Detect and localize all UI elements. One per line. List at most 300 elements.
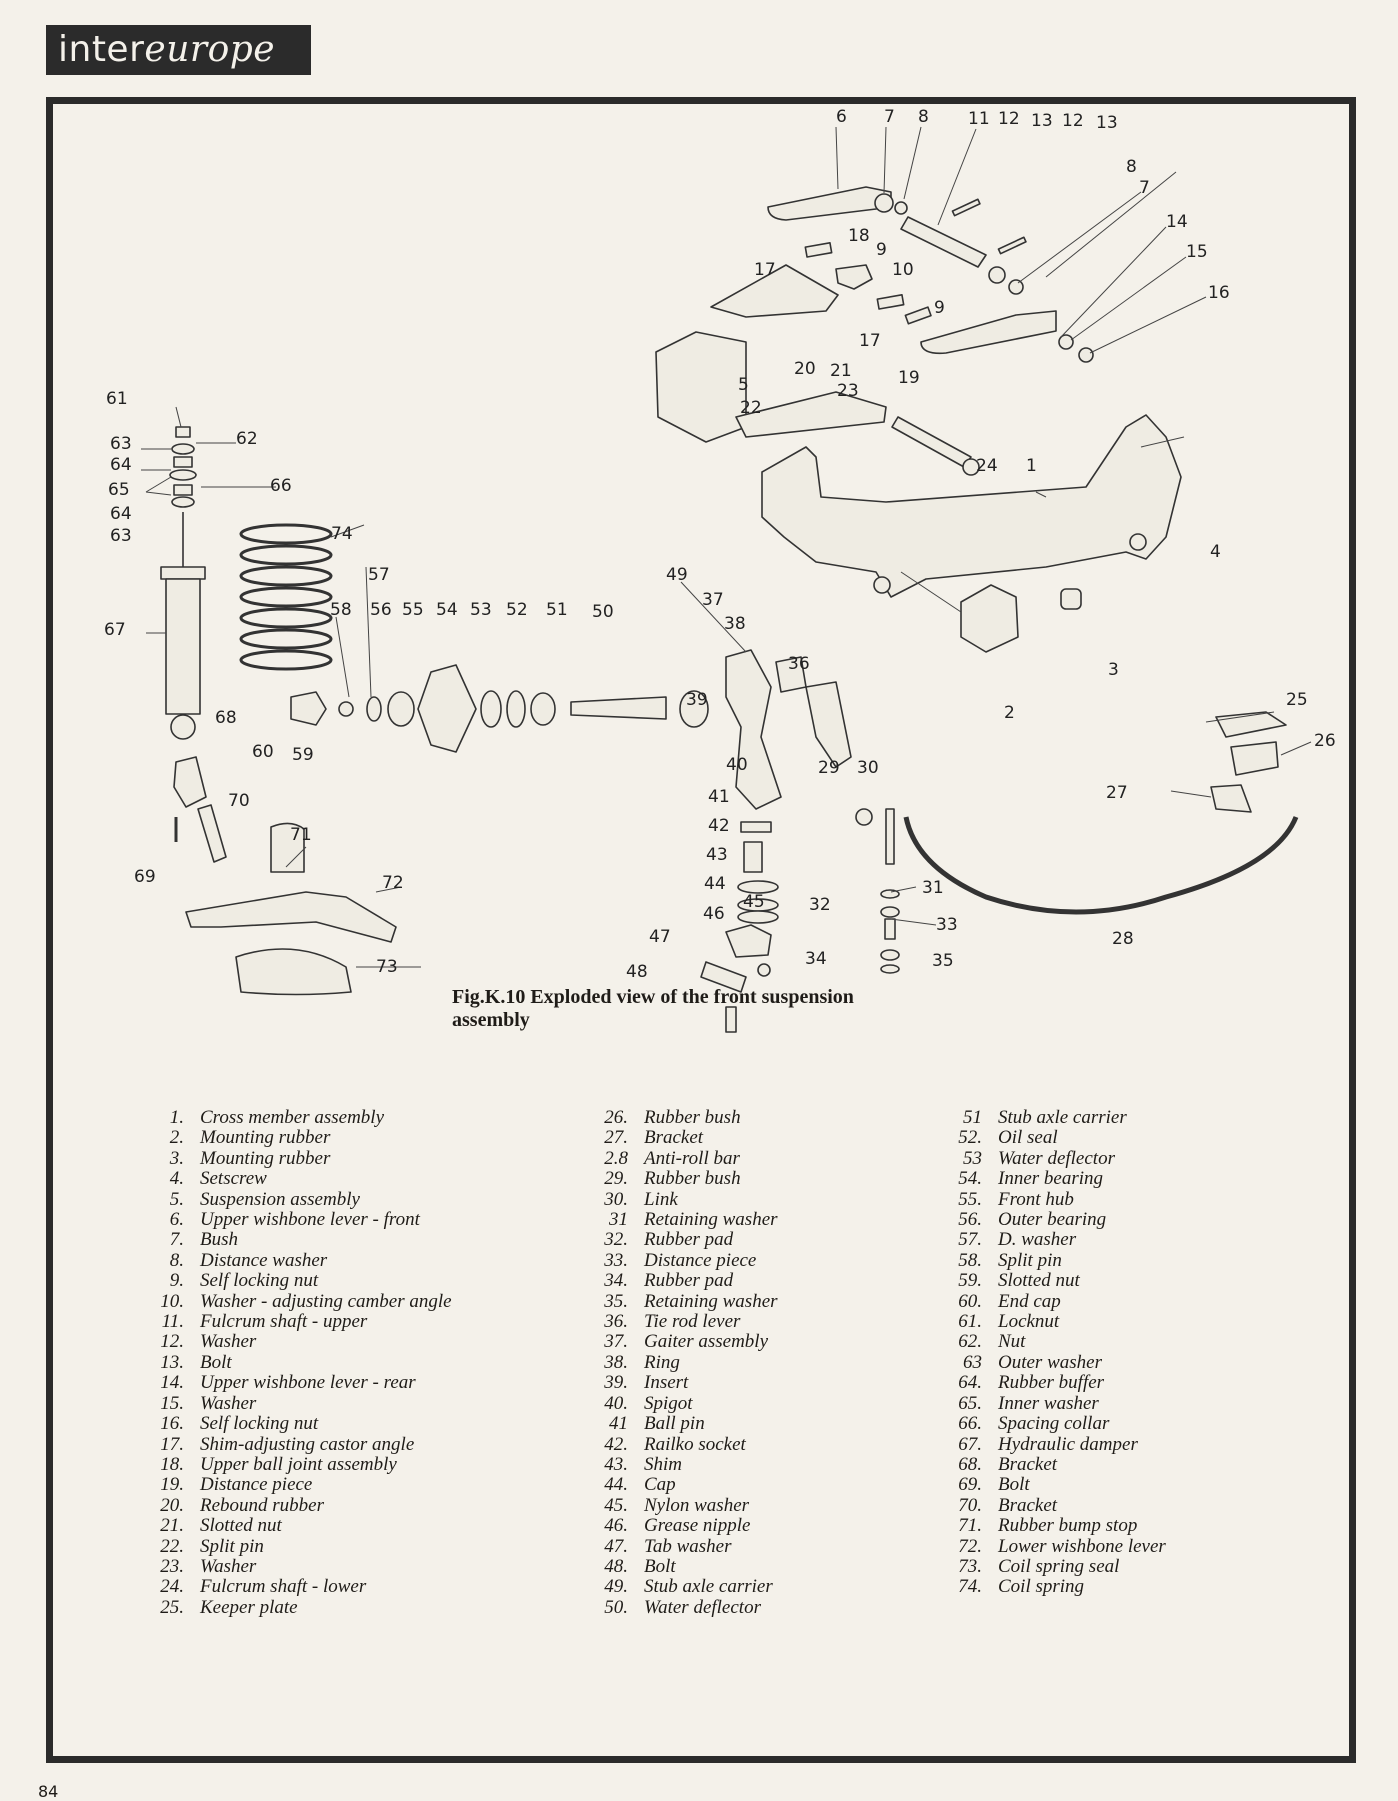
part-name: Rubber pad (644, 1229, 734, 1251)
part-number: 17. (160, 1433, 184, 1455)
part-number: 30. (604, 1188, 628, 1210)
part-name: Spacing collar (998, 1413, 1110, 1435)
parts-list-row (944, 1210, 1166, 1230)
parts-list-row (944, 1373, 1166, 1393)
bracket-27 (1211, 785, 1251, 812)
part-number: 74. (958, 1576, 982, 1598)
part-name: Bolt (998, 1474, 1030, 1496)
parts-list-row (146, 1312, 452, 1332)
shim-43b (738, 911, 778, 923)
figure-caption (452, 986, 872, 1032)
parts-list-row (944, 1292, 1166, 1312)
parts-list-row (944, 1230, 1166, 1250)
callout-c9a: 9 (876, 240, 887, 260)
part-name: Nut (998, 1331, 1026, 1353)
callout-c47: 47 (649, 927, 671, 947)
callout-c71: 71 (290, 825, 312, 845)
part-number: 48. (604, 1555, 628, 1577)
part-name: Distance piece (644, 1249, 757, 1271)
part-number: 54. (958, 1168, 982, 1190)
part-number: 37. (604, 1331, 628, 1353)
rubber-bush-26 (1231, 742, 1278, 775)
part-number: 57. (958, 1229, 982, 1251)
part-name: Self locking nut (200, 1413, 319, 1435)
part-name: Anti-roll bar (644, 1147, 740, 1169)
callout-c5: 5 (738, 375, 749, 395)
parts-list-row (590, 1475, 778, 1495)
coil-spring-seal-73 (236, 949, 351, 995)
part-name: Distance piece (200, 1474, 313, 1496)
outer-bearing-56 (388, 692, 414, 726)
grease-nipple-46 (758, 964, 770, 976)
part-number: 67. (958, 1433, 982, 1455)
parts-list-row (146, 1190, 452, 1210)
part-number: 43. (604, 1453, 628, 1475)
callout-c46: 46 (703, 904, 725, 924)
part-number: 66. (958, 1413, 982, 1435)
part-number: 4. (169, 1168, 184, 1190)
callout-c9b: 9 (934, 298, 945, 318)
part-number: 65. (958, 1392, 982, 1414)
callout-c58: 58 (330, 600, 352, 620)
part-name: Shim (644, 1453, 682, 1475)
callout-c68: 68 (215, 708, 237, 728)
part-name: Hydraulic damper (998, 1433, 1138, 1455)
part-name: Water deflector (998, 1147, 1115, 1169)
hydraulic-damper-67 (166, 579, 200, 714)
part-number: 44. (604, 1474, 628, 1496)
locknut-61 (176, 427, 190, 437)
part-number: 52. (958, 1127, 982, 1149)
rubber-bush-29 (856, 809, 872, 825)
part-number: 16. (160, 1413, 184, 1435)
inner-washer-65 (170, 470, 196, 480)
part-number: 36. (604, 1311, 628, 1333)
bolt-13b (998, 237, 1025, 253)
part-number: 25. (160, 1596, 184, 1618)
part-number: 32. (604, 1229, 628, 1251)
outer-washer-63b (172, 497, 194, 507)
lower-wishbone-72 (186, 892, 396, 942)
part-number: 38. (604, 1351, 628, 1373)
callout-c32: 32 (809, 895, 831, 915)
part-name: Washer (200, 1392, 257, 1414)
upper-ball-joint (836, 265, 872, 289)
parts-list-row (590, 1312, 778, 1332)
callout-c52: 52 (506, 600, 528, 620)
parts-list-row (590, 1598, 778, 1618)
part-number: 45. (604, 1494, 628, 1516)
part-number: 8. (169, 1249, 184, 1271)
outer-washer-63a (172, 444, 194, 454)
part-number: 73. (958, 1555, 982, 1577)
parts-list-row (590, 1435, 778, 1455)
part-name: Bush (200, 1229, 238, 1251)
part-number: 31 (609, 1209, 628, 1231)
part-number: 10. (160, 1290, 184, 1312)
part-name: Cap (644, 1474, 676, 1496)
callout-c56: 56 (370, 600, 392, 620)
parts-list-row (146, 1537, 452, 1557)
callout-c49: 49 (666, 565, 688, 585)
callout-c16: 16 (1208, 283, 1230, 303)
part-name: Inner bearing (998, 1168, 1104, 1190)
callout-c1: 1 (1026, 456, 1037, 476)
part-name: Stub axle carrier (644, 1576, 773, 1598)
part-name: Split pin (200, 1535, 264, 1557)
end-cap-60 (291, 692, 326, 725)
part-name: Railko socket (644, 1433, 746, 1455)
part-number: 13. (160, 1351, 184, 1373)
part-number: 71. (958, 1515, 982, 1537)
part-name: Ring (644, 1351, 680, 1373)
parts-list-column-3 (944, 1108, 1166, 1598)
cross-member-eye-right (1130, 534, 1146, 550)
distance-washer-8 (895, 202, 907, 214)
callout-c64a: 64 (110, 455, 132, 475)
washer-15b (1059, 335, 1073, 349)
parts-list-row (590, 1128, 778, 1148)
callout-c2: 2 (1004, 703, 1015, 723)
part-number: 5. (169, 1188, 184, 1210)
part-name: Slotted nut (998, 1270, 1080, 1292)
part-number: 19. (160, 1474, 184, 1496)
parts-list-row (944, 1455, 1166, 1475)
part-number: 56. (958, 1209, 982, 1231)
bush-7 (875, 194, 893, 212)
part-number: 11. (161, 1311, 184, 1333)
parts-list-row (590, 1455, 778, 1475)
part-name: Front hub (998, 1188, 1074, 1210)
part-name: Mounting rubber (200, 1147, 331, 1169)
part-number: 59. (958, 1270, 982, 1292)
parts-list-row (146, 1292, 452, 1312)
part-name: Split pin (998, 1249, 1062, 1271)
part-name: Inner washer (998, 1392, 1099, 1414)
part-number: 6. (169, 1209, 184, 1231)
cross-member (762, 415, 1181, 597)
part-name: Fulcrum shaft - lower (200, 1576, 367, 1598)
part-number: 63 (963, 1351, 982, 1373)
part-name: Washer - adjusting camber angle (200, 1290, 452, 1312)
part-name: Nylon washer (644, 1494, 750, 1516)
part-name: Mounting rubber (200, 1127, 331, 1149)
callout-c45: 45 (743, 892, 765, 912)
parts-list-row (590, 1271, 778, 1291)
stub-axle-51 (571, 697, 666, 719)
shim-17a (805, 243, 831, 257)
callout-c74: 74 (331, 524, 353, 544)
parts-list-row (590, 1373, 778, 1393)
callout-c72: 72 (382, 873, 404, 893)
damper-eye (171, 715, 195, 739)
callout-c20: 20 (794, 359, 816, 379)
part-number: 53 (963, 1147, 982, 1169)
callout-c10: 10 (892, 260, 914, 280)
part-name: Rubber bump stop (998, 1515, 1138, 1537)
part-number: 24. (160, 1576, 184, 1598)
parts-list-row (944, 1190, 1166, 1210)
part-name: Bracket (998, 1453, 1058, 1475)
spigot-40 (741, 822, 771, 832)
parts-list-row (944, 1169, 1166, 1189)
callout-c26: 26 (1314, 731, 1336, 751)
part-name: D. washer (998, 1229, 1077, 1251)
inner-bearing-54 (481, 691, 501, 727)
parts-list-row (944, 1557, 1166, 1577)
parts-list-row (590, 1353, 778, 1373)
parts-list-row (590, 1577, 778, 1597)
part-name: Upper wishbone lever - rear (200, 1372, 416, 1394)
parts-list-row (590, 1230, 778, 1250)
parts-list-row (146, 1394, 452, 1414)
washer-15 (1009, 280, 1023, 294)
part-number: 42. (604, 1433, 628, 1455)
self-locking-nut-16 (1079, 348, 1093, 362)
cross-member-eye-left (874, 577, 890, 593)
part-name: Locknut (998, 1311, 1060, 1333)
part-name: Grease nipple (644, 1515, 751, 1537)
callout-c36: 36 (788, 654, 810, 674)
callout-c41: 41 (708, 787, 730, 807)
parts-list-row (944, 1577, 1166, 1597)
parts-list-row (590, 1557, 778, 1577)
part-name: Tie rod lever (644, 1311, 741, 1333)
callout-c25: 25 (1286, 690, 1308, 710)
callout-c43: 43 (706, 845, 728, 865)
parts-list-row (590, 1169, 778, 1189)
callout-c12a: 12 (998, 109, 1020, 129)
callout-c18: 18 (848, 226, 870, 246)
part-name: Self locking nut (200, 1270, 319, 1292)
parts-list-row (590, 1149, 778, 1169)
parts-list-row (590, 1414, 778, 1434)
part-name: Rubber buffer (998, 1372, 1105, 1394)
callout-c27: 27 (1106, 783, 1128, 803)
parts-list-row (590, 1516, 778, 1536)
part-name: Outer washer (998, 1351, 1102, 1373)
rubber-buffer-64a (174, 457, 192, 467)
part-name: Suspension assembly (200, 1188, 360, 1210)
anti-roll-bar-28 (906, 817, 1296, 912)
callout-c17b: 17 (859, 331, 881, 351)
callout-c7b: 7 (1139, 178, 1150, 198)
parts-list-row (944, 1394, 1166, 1414)
parts-list-row (590, 1496, 778, 1516)
parts-list-column-1 (146, 1108, 452, 1618)
parts-list-row (146, 1414, 452, 1434)
part-number: 21. (160, 1515, 184, 1537)
part-number: 35. (604, 1290, 628, 1312)
callout-c6: 6 (836, 107, 847, 127)
callout-c73: 73 (376, 957, 398, 977)
parts-list-row (146, 1598, 452, 1618)
parts-list-row (146, 1210, 452, 1230)
part-name: Spigot (644, 1392, 693, 1414)
part-name: Washer (200, 1331, 257, 1353)
part-name: Lower wishbone lever (998, 1535, 1166, 1557)
part-name: Retaining washer (644, 1209, 778, 1231)
part-name: Bolt (644, 1555, 676, 1577)
parts-list-row (944, 1353, 1166, 1373)
callout-c33: 33 (936, 915, 958, 935)
parts-list-row (590, 1190, 778, 1210)
part-number: 40. (604, 1392, 628, 1414)
part-number: 3. (169, 1147, 184, 1169)
part-number: 58. (958, 1249, 982, 1271)
callout-c69: 69 (134, 867, 156, 887)
part-number: 14. (160, 1372, 184, 1394)
part-name: Cross member assembly (200, 1107, 385, 1128)
callout-c63a: 63 (110, 434, 132, 454)
callout-c30: 30 (857, 758, 879, 778)
callout-c70: 70 (228, 791, 250, 811)
parts-list-row (944, 1271, 1166, 1291)
callout-c22: 22 (740, 398, 762, 418)
parts-list-row (944, 1251, 1166, 1271)
callout-c3: 3 (1108, 660, 1119, 680)
part-number: 70. (958, 1494, 982, 1516)
callout-c13b: 13 (1096, 113, 1118, 133)
stub-axle-carrier-49 (726, 650, 781, 809)
parts-list-row (146, 1271, 452, 1291)
part-name: Shim-adjusting castor angle (200, 1433, 415, 1455)
callout-c39: 39 (686, 690, 708, 710)
mounting-rubber-2 (961, 585, 1018, 652)
callout-c50: 50 (592, 602, 614, 622)
parts-list-row (146, 1251, 452, 1271)
callout-c8b: 8 (1126, 157, 1137, 177)
part-number: 1. (169, 1107, 184, 1128)
callout-c51: 51 (546, 600, 568, 620)
part-number: 15. (160, 1392, 184, 1414)
callout-c14: 14 (1166, 212, 1188, 232)
parts-list-row (146, 1353, 452, 1373)
part-name: Water deflector (644, 1596, 761, 1618)
callout-c48: 48 (626, 962, 648, 982)
callout-c17a: 17 (754, 260, 776, 280)
callout-c44: 44 (704, 874, 726, 894)
callout-c62: 62 (236, 429, 258, 449)
logo-text-europe: europe (144, 29, 276, 70)
parts-list-row (146, 1435, 452, 1455)
figure-number: Fig.K.10 (452, 986, 526, 1008)
part-name: Retaining washer (644, 1290, 778, 1312)
parts-list-row (944, 1108, 1166, 1128)
parts-list-row (146, 1230, 452, 1250)
part-name: Rubber pad (644, 1270, 734, 1292)
mounting-rubber-3 (1061, 589, 1081, 609)
front-hub-55 (418, 665, 476, 752)
parts-list-row (146, 1169, 452, 1189)
callout-c67: 67 (104, 620, 126, 640)
bracket-70 (198, 805, 226, 862)
part-number: 2. (169, 1127, 184, 1149)
shim-17b (877, 295, 903, 309)
part-number: 41 (609, 1413, 628, 1435)
publisher-logo (46, 25, 311, 75)
d-washer-57 (367, 697, 381, 721)
callout-c11: 11 (968, 109, 990, 129)
parts-list-row (944, 1414, 1166, 1434)
part-number: 49. (604, 1576, 628, 1598)
callout-c31: 31 (922, 878, 944, 898)
callout-c8a: 8 (918, 107, 929, 127)
callout-c12b: 12 (1062, 111, 1084, 131)
part-number: 69. (958, 1474, 982, 1496)
part-number: 46. (604, 1515, 628, 1537)
parts-list-row (146, 1128, 452, 1148)
parts-list-row (146, 1373, 452, 1393)
callout-c15: 15 (1186, 242, 1208, 262)
callout-c38: 38 (724, 614, 746, 634)
part-name: Gaiter assembly (644, 1331, 769, 1353)
callout-c54: 54 (436, 600, 458, 620)
callout-c37: 37 (702, 590, 724, 610)
part-number: 51 (963, 1107, 982, 1128)
part-number: 72. (958, 1535, 982, 1557)
part-number: 27. (604, 1127, 628, 1149)
callout-c42: 42 (708, 816, 730, 836)
part-number: 62. (958, 1331, 982, 1353)
parts-list-row (146, 1516, 452, 1536)
parts-list-row (590, 1292, 778, 1312)
figure-title: Exploded view of the front suspension assembly (452, 986, 854, 1031)
part-name: Stub axle carrier (998, 1107, 1127, 1128)
part-name: Upper wishbone lever - front (200, 1209, 420, 1231)
callout-c29: 29 (818, 758, 840, 778)
callout-c35: 35 (932, 951, 954, 971)
page-number: 84 (38, 1782, 59, 1801)
parts-list-row (944, 1312, 1166, 1332)
callout-c28: 28 (1112, 929, 1134, 949)
parts-list-row (590, 1108, 778, 1128)
parts-list-row (146, 1149, 452, 1169)
part-name: Bracket (644, 1127, 704, 1149)
part-number: 12. (160, 1331, 184, 1353)
parts-list-row (590, 1394, 778, 1414)
callout-c21: 21 (830, 361, 852, 381)
retaining-washer-35 (881, 965, 899, 973)
part-name: Distance washer (200, 1249, 328, 1271)
part-number: 7. (169, 1229, 184, 1251)
fulcrum-shaft-lower (892, 417, 971, 467)
stub-axle-5 (656, 332, 746, 442)
callout-c40: 40 (726, 755, 748, 775)
part-number: 33. (604, 1249, 628, 1271)
callout-c19: 19 (898, 368, 920, 388)
parts-list-row (146, 1108, 452, 1128)
callout-c55: 55 (402, 600, 424, 620)
callout-c59: 59 (292, 745, 314, 765)
distance-piece-33 (885, 919, 895, 939)
callout-c57: 57 (368, 565, 390, 585)
oil-seal-52 (531, 693, 555, 725)
parts-list-row (146, 1577, 452, 1597)
damper-collar (161, 567, 205, 579)
part-number: 55. (958, 1188, 982, 1210)
part-name: End cap (998, 1290, 1061, 1312)
callout-c64b: 64 (110, 504, 132, 524)
callout-c61: 61 (106, 389, 128, 409)
cap-44 (726, 925, 771, 957)
parts-list-row (590, 1210, 778, 1230)
rubber-buffer-64b (174, 485, 192, 495)
part-name: Outer bearing (998, 1209, 1107, 1231)
parts-list-row (146, 1496, 452, 1516)
part-number: 64. (958, 1372, 982, 1394)
part-name: Slotted nut (200, 1515, 282, 1537)
